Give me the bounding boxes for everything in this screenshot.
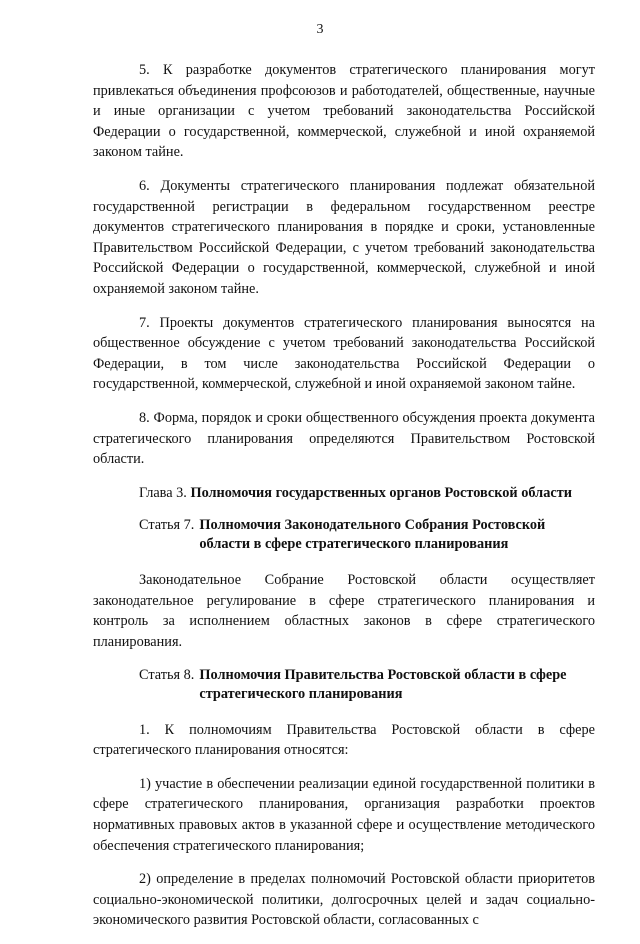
article-8-item-2: 2) определение в пределах полномочий Ростовской области приоритетов социально-экономической политики, долгосрочных целей и задач социально-экономического развития Ростовской области, согласованных с bbox=[93, 871, 595, 929]
paragraph-5: 5. К разработке документов стратегического планирования могут привлекаться объединения профсоюзов и работодателей, общественные, научные и иные организации с учетом требований законодательства Российской Федерации о государственной, коммерческой, служебной и иной охраняемой законом тайне. bbox=[93, 62, 595, 161]
article-7-title-line2: области в сфере стратегического планирования bbox=[199, 536, 509, 553]
article-7-title-line1: Полномочия Законодательного Собрания Ростовской bbox=[199, 517, 546, 534]
article-7-title bbox=[199, 516, 545, 554]
paragraph-6: 6. Документы стратегического планирования подлежат обязательной государственной регистрации в федеральном государственном реестре документов стратегического планирования в порядке и сроки, установленные Правительством Российской Федерации, с учетом требований законодательства Российской Федерации о государственной, коммерческой, служебной и иной охраняемой законом тайне. bbox=[93, 177, 595, 297]
paragraph-8: 8. Форма, порядок и сроки общественного обсуждения проекта документа стратегического планирования определяются Правительством Ростовской области. bbox=[93, 409, 595, 468]
article-8-title-line1: Полномочия Правительства Ростовской области в сфере bbox=[199, 666, 567, 683]
chapter-title: Полномочия государственных органов Ростовской области bbox=[190, 484, 572, 501]
article-8-prefix: Статья 8. bbox=[139, 666, 195, 683]
paragraph-7: 7. Проекты документов стратегического планирования выносятся на общественное обсуждение с учетом требований законодательства Российской Федерации, в том числе законодательства Российской Федерации о государственной, коммерческой, служебной и иной охраняемой законом тайне. bbox=[93, 314, 595, 393]
article-8-title bbox=[199, 666, 566, 704]
article-7-prefix: Статья 7. bbox=[139, 517, 195, 534]
chapter-prefix: Глава 3. bbox=[139, 484, 187, 501]
article-7-heading bbox=[93, 516, 595, 554]
document-body bbox=[93, 60, 595, 944]
article-8-heading bbox=[93, 666, 595, 704]
article-8-title-line2: стратегического планирования bbox=[199, 685, 403, 702]
page-number: 3 bbox=[316, 22, 324, 37]
article-8-paragraph-1: 1. К полномочиям Правительства Ростовской области в сфере стратегического планирования относятся: bbox=[93, 721, 595, 759]
chapter-heading bbox=[93, 483, 595, 504]
article-7-paragraph: Законодательное Собрание Ростовской области осуществляет законодательное регулирование в сфере стратегического планирования и контроль за исполнением областных законов в сфере стратегического планирования. bbox=[93, 572, 595, 651]
article-8-item-1: 1) участие в обеспечении реализации единой государственной политики в сфере стратегического планирования, организация разработки проектов нормативных правовых актов в указанной сфере и осуществление методического обеспечения стратегического планирования; bbox=[93, 775, 595, 854]
